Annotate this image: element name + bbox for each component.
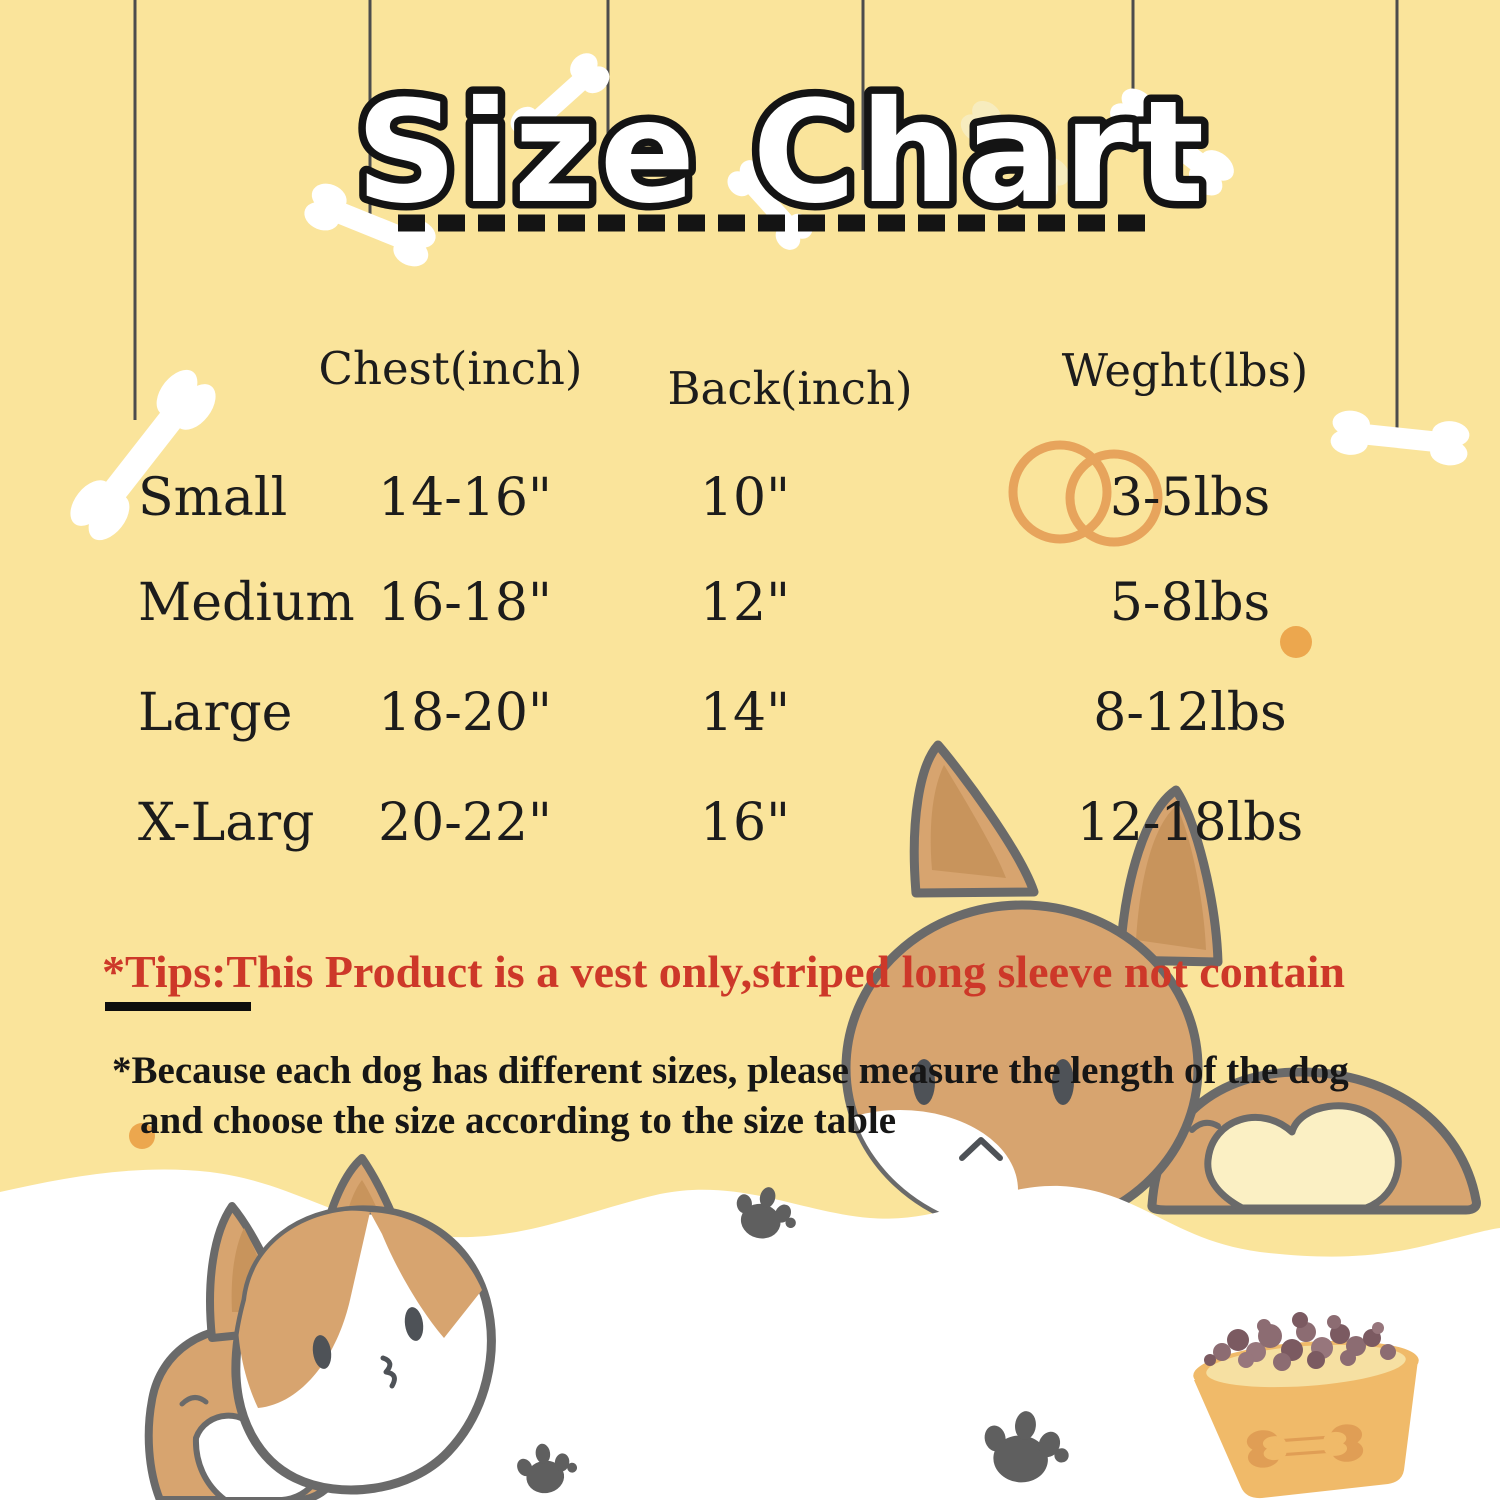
chest-value: 14-16" bbox=[378, 468, 552, 528]
back-value: 14" bbox=[699, 683, 791, 743]
measure-note-line1: *Because each dog has different sizes, please measure the length of the dog bbox=[112, 1049, 1349, 1092]
weight-value: 8-12lbs bbox=[1093, 683, 1287, 743]
page-title: Size Chart bbox=[355, 71, 1209, 235]
column-header-chest: Chest(inch) bbox=[318, 342, 583, 395]
size-label: Large bbox=[138, 683, 293, 743]
chest-value: 18-20" bbox=[378, 683, 552, 743]
size-label: Medium bbox=[138, 573, 355, 633]
back-value: 12" bbox=[699, 573, 791, 633]
measure-note-line2: and choose the size according to the size table bbox=[140, 1099, 897, 1142]
weight-value: 12-18lbs bbox=[1076, 793, 1304, 853]
back-value: 10" bbox=[699, 468, 791, 528]
back-value: 16" bbox=[699, 793, 791, 853]
tip-text: *Tips:This Product is a vest only,striped long sleeve not contain bbox=[102, 946, 1345, 997]
weight-value: 5-8lbs bbox=[1109, 573, 1271, 633]
chest-value: 20-22" bbox=[378, 793, 552, 853]
tip-underline bbox=[105, 1002, 251, 1011]
weight-value: 3-5lbs bbox=[1109, 468, 1271, 528]
size-label: X-Larg bbox=[138, 793, 315, 853]
chest-value: 16-18" bbox=[378, 573, 552, 633]
column-header-back: Back(inch) bbox=[667, 362, 913, 415]
size-label: Small bbox=[138, 468, 288, 528]
bone-icon bbox=[1329, 409, 1470, 467]
column-header-weight: Weght(lbs) bbox=[1061, 344, 1309, 397]
